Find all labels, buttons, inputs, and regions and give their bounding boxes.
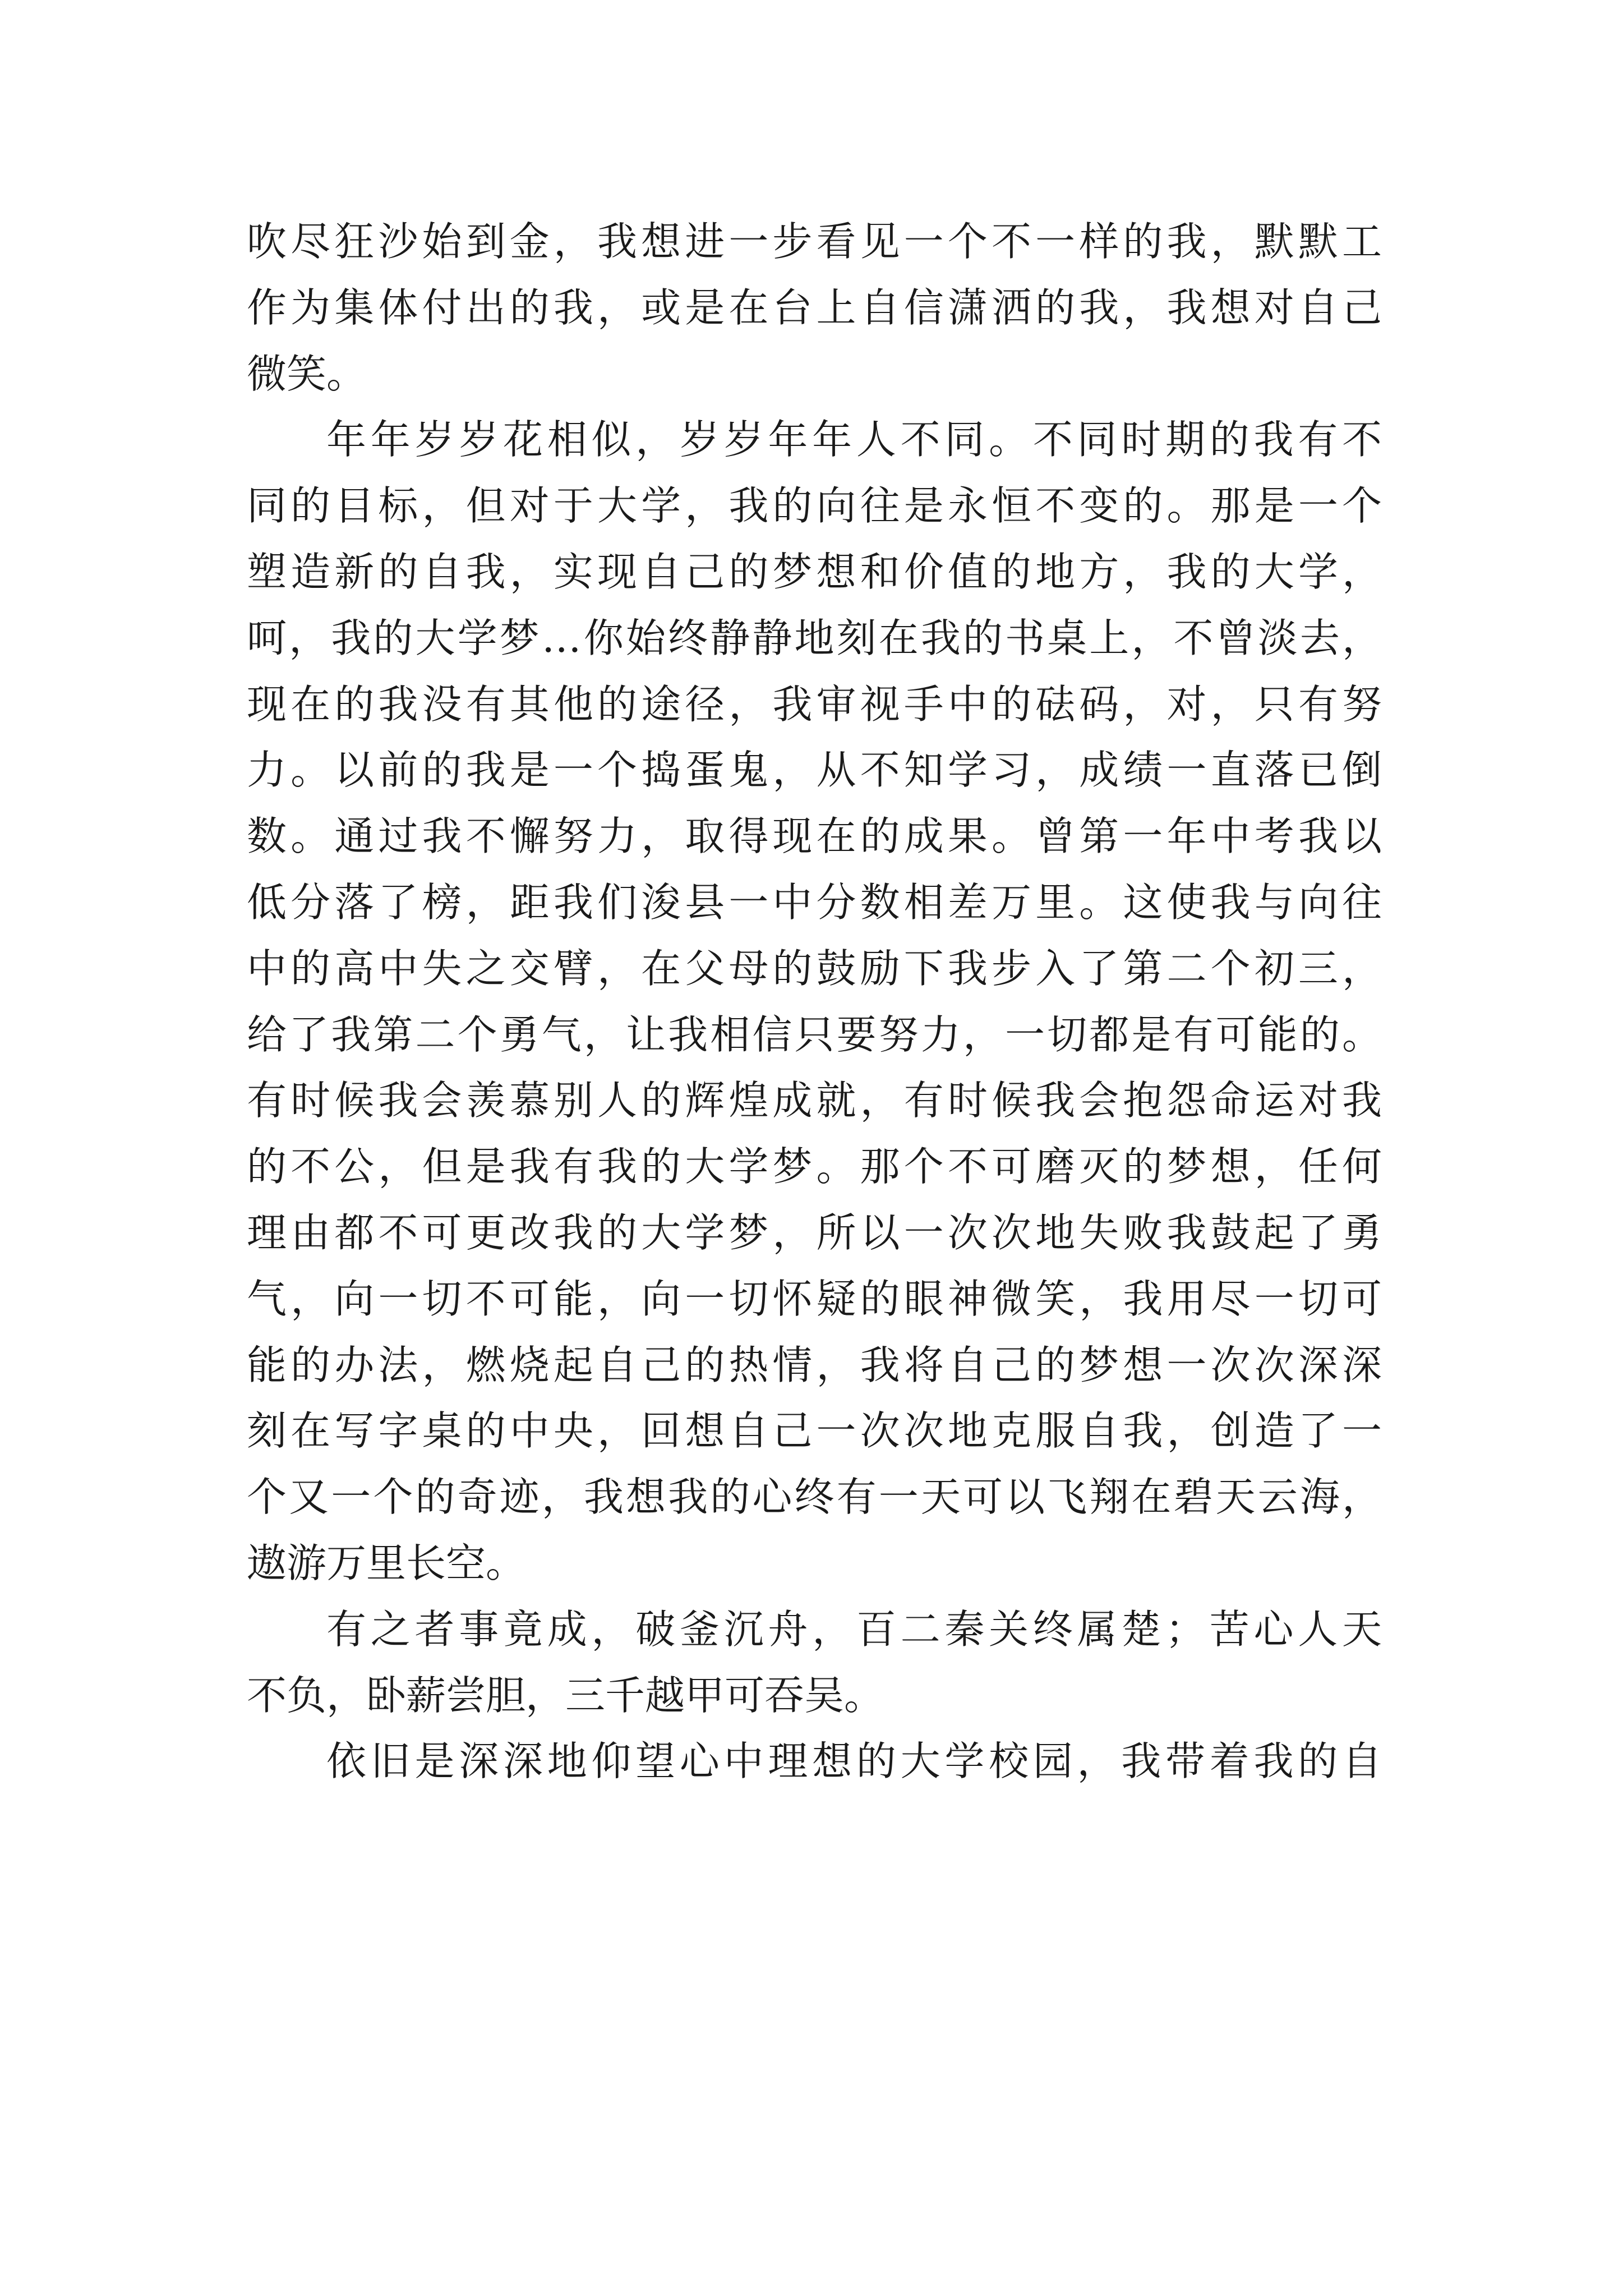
text-line: 塑造新的自我，实现自己的梦想和价值的地方，我的大学， (247, 548, 1382, 595)
text-line: 年年岁岁花相似，岁岁年年人不同。不同时期的我有不 (326, 416, 1382, 463)
text-line: 数。通过我不懈努力，取得现在的成果。曾第一年中考我以 (247, 813, 1382, 860)
text-line: 刻在写字桌的中央，回想自己一次次地克服自我，创造了一 (247, 1407, 1382, 1455)
text-line: 个又一个的奇迹，我想我的心终有一天可以飞翔在碧天云海， (247, 1474, 1382, 1521)
text-line: 有之者事竟成，破釜沉舟，百二秦关终属楚；苦心人天 (326, 1605, 1382, 1653)
text-line: 呵，我的大学梦…你始终静静地刻在我的书桌上，不曾淡去， (247, 614, 1382, 661)
text-line: 的不公，但是我有我的大学梦。那个不可磨灭的梦想，任何 (247, 1143, 1382, 1190)
text-line: 力。以前的我是一个捣蛋鬼，从不知学习，成绩一直落已倒 (247, 747, 1382, 794)
text-line: 中的高中失之交臂，在父母的鼓励下我步入了第二个初三， (247, 945, 1382, 992)
body-text (247, 209, 1382, 1795)
text-line: 依旧是深深地仰望心中理想的大学校园，我带着我的自 (326, 1738, 1382, 1785)
text-line: 同的目标，但对于大学，我的向往是永恒不变的。那是一个 (247, 482, 1382, 530)
text-line: 不负，卧薪尝胆，三千越甲可吞吴。 (247, 1672, 884, 1719)
text-line: 现在的我没有其他的途径，我审视手中的砝码，对，只有努 (247, 680, 1382, 728)
text-line: 低分落了榜，距我们浚县一中分数相差万里。这使我与向往 (247, 878, 1382, 926)
text-line: 作为集体付出的我，或是在台上自信潇洒的我，我想对自己 (247, 284, 1382, 331)
text-line: 吹尽狂沙始到金，我想进一步看见一个不一样的我，默默工 (247, 218, 1382, 265)
text-line: 能的办法，燃烧起自己的热情，我将自己的梦想一次次深深 (247, 1341, 1382, 1388)
text-line: 理由都不可更改我的大学梦，所以一次次地失败我鼓起了勇 (247, 1209, 1382, 1256)
text-line: 微笑。 (247, 350, 367, 397)
text-line: 气，向一切不可能，向一切怀疑的眼神微笑，我用尽一切可 (247, 1275, 1382, 1322)
text-line: 给了我第二个勇气，让我相信只要努力，一切都是有可能的。 (247, 1011, 1382, 1058)
text-line: 遨游万里长空。 (247, 1539, 526, 1586)
text-line: 有时候我会羡慕别人的辉煌成就，有时候我会抱怨命运对我 (247, 1077, 1382, 1124)
